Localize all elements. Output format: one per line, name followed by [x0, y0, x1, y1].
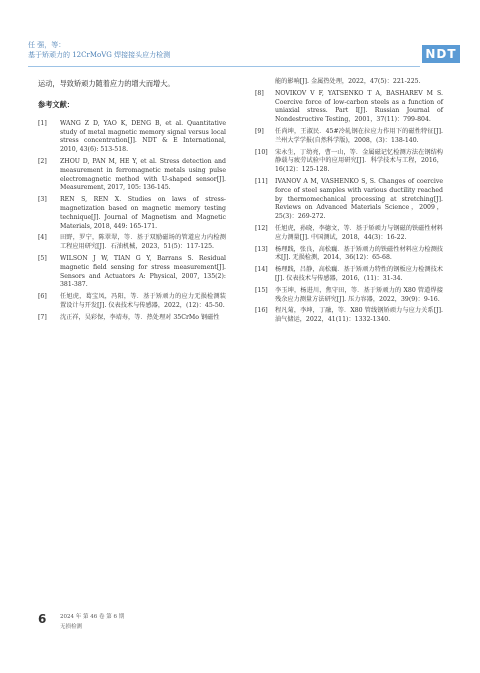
- reference-number: [5]: [38, 254, 47, 262]
- reference-number: [8]: [255, 89, 264, 97]
- header-article-title: 基于矫顽力的 12CrMoVG 焊接接头应力检测: [28, 51, 171, 59]
- reference-number: [1]: [38, 119, 47, 127]
- reference-item: [255, 128, 443, 146]
- reference-item: [255, 78, 443, 87]
- reference-text: 杨理践，吕静，高松巍．基于矫顽力特性的钢板应力检测技术[J]. 仪表技术与传感器，2016，(11)：31-34.: [275, 266, 443, 282]
- reference-number: [14]: [255, 266, 268, 274]
- reference-item: [38, 293, 226, 311]
- reference-text: 田野，罗宁，陈翠翠，等．基于双励磁场的管道应力内检测工程应用研究[J]．石油机械，2023，51(5)：117-125.: [60, 234, 226, 251]
- reference-list-right: [255, 78, 443, 325]
- reference-text: 程凡菊，李坤，丁融，等．X80 管线钢矫顽力与应力关系[J]. 油气储运，2022，41(11)：1332-1340.: [275, 307, 443, 324]
- right-column: [255, 78, 443, 328]
- references-heading: 参考文献：: [38, 100, 74, 109]
- reference-item: [255, 225, 443, 243]
- reference-text: ZHOU D, PAN M, HE Y, et al. Stress detection and measurement in ferromagnetic metals using pulse electromagnetic method with U-shaped sensor[J]. Measurement, 2017, 105: 136-145.: [60, 157, 226, 192]
- reference-number: [13]: [255, 245, 268, 253]
- reference-item: [38, 196, 226, 231]
- reference-text: 任尚坤，王淑民．45#冷轧钢在拉应力作用下的磁性特征[J]. 兰州大学学报(自然科学版)，2008，(3)：138-140.: [275, 127, 443, 144]
- header-divider: [28, 66, 420, 67]
- reference-number: [4]: [38, 234, 47, 242]
- reference-number: [15]: [255, 286, 268, 294]
- reference-item: [255, 178, 443, 222]
- reference-number: [6]: [38, 293, 47, 301]
- reference-item: [255, 149, 443, 175]
- issue-info: 2024 年 第 46 卷 第 6 期: [60, 614, 125, 620]
- reference-item: [38, 234, 226, 252]
- reference-number: [7]: [38, 313, 47, 321]
- reference-item: [38, 255, 226, 290]
- reference-number: [11]: [255, 177, 268, 185]
- reference-text: REN S, REN X. Studies on laws of stress-magnetization based on magnetic memory testing technique[J]. Journal of Magnetism and Magnetic Materials, 2018, 449: 165-171.: [60, 196, 226, 230]
- reference-item: [255, 307, 443, 325]
- header-authors: 任 强，等：: [28, 41, 66, 49]
- reference-item: [38, 158, 226, 193]
- reference-text: 任旭虎，葛宝凤，冯阳，等．基于矫顽力的应力无损检测装置设计与开发[J]. 仪表技术与传感器，2022，(12)：45-50.: [60, 293, 226, 309]
- running-header: [28, 40, 448, 60]
- reference-text: 杨理践，张良，高松巍．基于矫顽力的铁磁性材料应力检测技术[J]. 无损检测，2014，36(12)：65-68.: [275, 245, 443, 262]
- reference-number: [2]: [38, 157, 47, 165]
- reference-text: WANG Z D, YAO K, DENG B, et al. Quantitative study of metal magnetic memory signal versus local stress concentration[J]. NDT & E International, 2010, 43(6): 513-518.: [60, 119, 226, 154]
- reference-text: 宋永生，丁幼亮，曹一山，等．金属磁记忆检测方法在钢结构静载与疲劳试验中的应用研究[J]．科学技术与工程，2016，16(12)：125-128.: [275, 148, 443, 174]
- reference-item: [255, 287, 443, 305]
- reference-item: [255, 266, 443, 284]
- reference-number: [16]: [255, 307, 268, 315]
- journal-name: 无损检测: [60, 624, 83, 630]
- left-column: [38, 78, 226, 326]
- reference-list-left: [38, 120, 226, 323]
- page-number: 6: [38, 612, 47, 626]
- reference-text: WILSON J W, TIAN G Y, Barrans S. Residual magnetic field sensing for stress measurement[J]. Sensors and Actuators A: Physical, 2007, 135(2): 381-387.: [60, 254, 226, 289]
- reference-item: [255, 90, 443, 125]
- reference-item: [38, 120, 226, 155]
- reference-number: [3]: [38, 196, 47, 204]
- journal-logo: NDT: [422, 45, 460, 63]
- reference-text: 能的影响[J]. 金属热处理，2022，47(5)：221-225.: [275, 78, 421, 85]
- intro-paragraph: 运动，导致矫顽力随着应力的增大而增大。: [38, 79, 175, 88]
- reference-text: 李玉坤，杨进川，焦守田，等．基于矫顽力的 X80 管道焊接残余应力测量方法研究[J]. 压力容器，2022，39(9)：9-16.: [275, 286, 443, 303]
- reference-text: IVANOV A M, VASHENKO S, S. Changes of coercive force of steel samples with various ductility reached by thermomechanical processing at stretching[J]. Reviews on Advanced Materials Science，2009，25(3)：269-272.: [275, 177, 443, 221]
- reference-text: 任旭虎，孙晓，李德文，等．基于矫顽力与钢磁的铁磁性材料应力测量[J]. 中国测试，2018，44(3)：16-22.: [275, 224, 443, 241]
- reference-item: [38, 314, 226, 323]
- reference-number: [10]: [255, 148, 268, 156]
- reference-number: [12]: [255, 224, 268, 232]
- reference-item: [255, 246, 443, 264]
- reference-text: NOVIKOV V F, YATSENKO T A, BASHAREV M S. Coercive force of low-carbon steels as a function of uniaxial stress. Part I[J]. Russian Journal of Nondestructive Testing，2001，37(11)：799-804.: [275, 89, 443, 124]
- reference-text: 沈正祥，吴彩保，李靖寿，等．热处理对 35CrMo 钢磁性: [60, 313, 220, 321]
- reference-number: [9]: [255, 127, 264, 135]
